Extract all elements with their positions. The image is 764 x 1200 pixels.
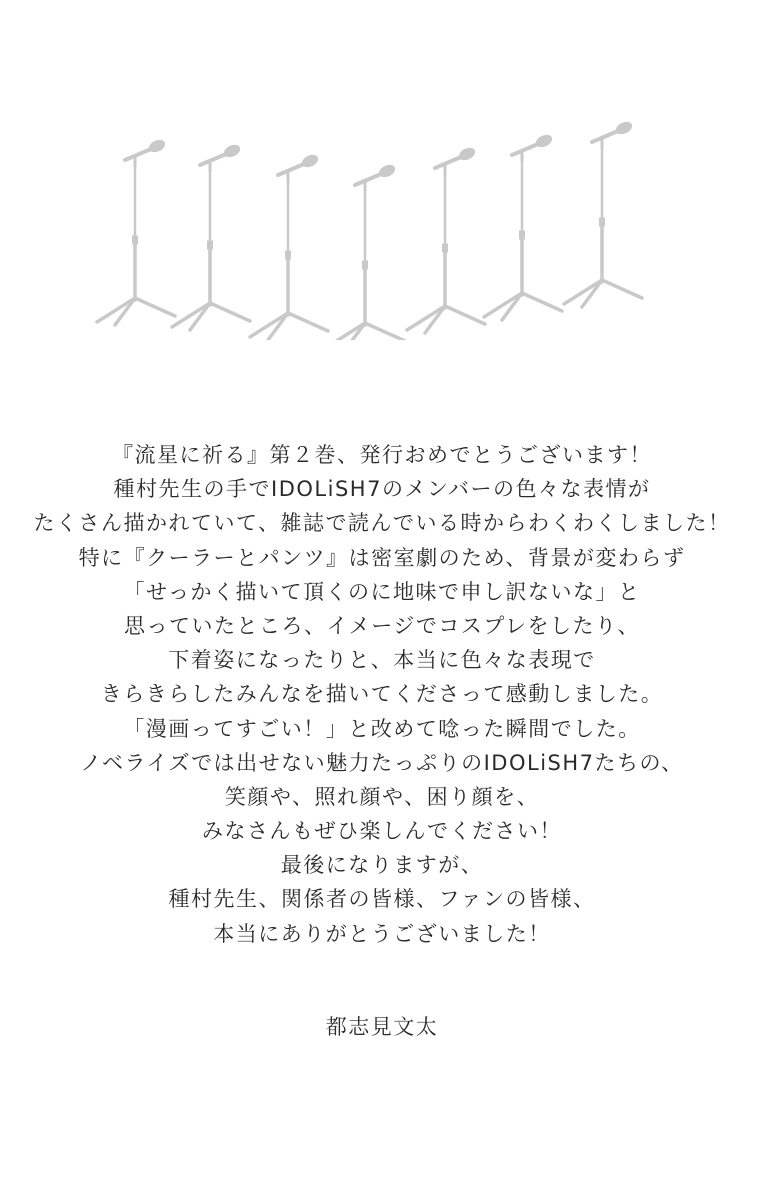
microphone-stand-icon [97,138,175,325]
microphone-stand-icon [327,163,405,340]
message-line: 特に『クーラーとパンツ』は密室劇のため、背景が変わらず [78,545,686,570]
message-line: みなさんもぜひ楽しんでください！ [202,819,562,844]
message-line: 「漫画ってすごい！」と改めて唸った瞬間でした。 [123,716,641,741]
message-line: 『流星に祈る』第２巻、発行おめでとうございます！ [112,443,652,467]
microphone-stand-icon [484,133,562,320]
message-line: 種村先生の手でIDOLiSH7のメンバーの色々な表情が [113,477,651,502]
message-line: 下着姿になったりと、本当に色々な表現で [168,648,596,673]
message-line: 種村先生、関係者の皆様、ファンの皆様、 [168,887,596,912]
message-line: 「せっかく描いて頂くのに地味で申し訳ないな」と [123,579,641,604]
author-signature: 都志見文太 [325,1015,439,1039]
microphone-stands-illustration [90,110,670,340]
microphone-stand-icon [172,143,250,330]
message-line: 笑顔や、照れ顔や、困り顔を、 [224,784,540,809]
microphone-stand-icon [564,120,642,307]
message-line: 本当にありがとうございました！ [213,921,551,946]
microphone-stand-icon [407,146,485,333]
microphone-stand-icon [250,153,328,340]
message-line: 思っていたところ、イメージでコスプレをしたり、 [123,613,641,638]
message-line: きらきらしたみんなを描いてくださって感動しました。 [100,682,664,707]
message-line: ノベライズでは出せない魅力たっぷりのIDOLiSH7たちの、 [80,750,684,775]
message-line: たくさん描かれていて、雑誌で読んでいる時からわくわくしました！ [33,511,731,536]
message-line: 最後になりますが、 [280,853,484,878]
afterword-message [0,438,764,951]
